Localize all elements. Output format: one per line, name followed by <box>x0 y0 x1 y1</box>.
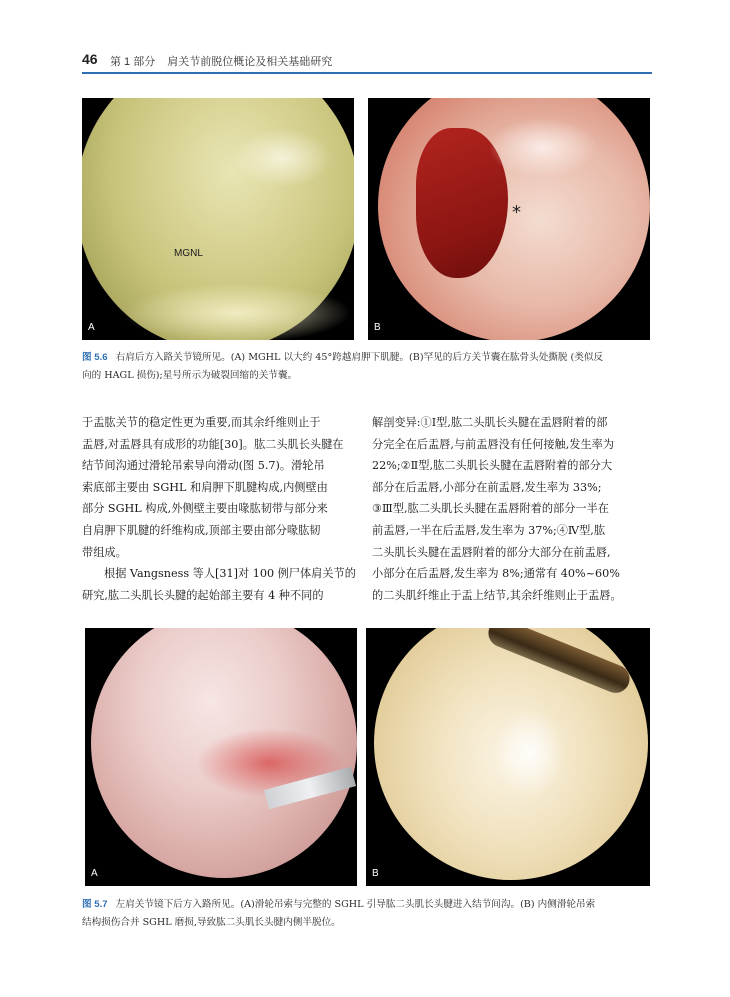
figure-5-7-panel-a <box>85 628 357 886</box>
caption-line: 结构损伤合并 SGHL 磨损,导致肱二头肌长头腱内侧半脱位。 <box>82 917 341 928</box>
part-label: 第 1 部分 <box>110 56 156 68</box>
caption-line: 向的 HAGL 损伤);星号所示为破裂回缩的关节囊。 <box>82 370 298 381</box>
text-line: 分完全在后盂唇,与前盂唇没有任何接触,发生率为 <box>372 437 615 451</box>
text-line: 于盂肱关节的稳定性更为重要,而其余纤维则止于 <box>82 416 321 429</box>
panel-label-b: B <box>372 868 379 879</box>
caption-line: 右肩后方入路关节镜所见。(A) MGHL 以大约 45°跨越肩胛下肌腱。(B)罕见的后方关节囊在肱骨头处撕脱 (类似反 <box>115 352 604 363</box>
figure-5-6-tag: 图 5.6 <box>82 352 108 363</box>
panel-label-b: B <box>374 322 381 333</box>
text-line: 部分 SGHL 构成,外侧壁主要由喙肱韧带与部分来 <box>82 502 328 516</box>
header-rule <box>82 72 652 74</box>
figure-5-7-panel-b <box>366 628 650 886</box>
text-line: 带组成。 <box>82 545 127 559</box>
figure-5-7-tag: 图 5.7 <box>82 899 108 910</box>
text-line: 小部分在后盂唇,发生率为 8%;通常有 40%~60% <box>372 567 620 581</box>
mgnl-label: MGNL <box>174 248 203 259</box>
text-line: 解剖变异:①Ⅰ型,肱二头肌长头腱在盂唇附着的部 <box>372 416 608 429</box>
running-title <box>110 53 332 69</box>
panel-label-a: A <box>91 868 98 879</box>
text-line: 根据 Vangsness 等人[31]对 100 例尸体肩关节的 <box>104 567 356 581</box>
figure-5-7-caption <box>82 896 654 932</box>
text-line: 盂唇,对盂唇具有成形的功能[30]。肱二头肌长头腱在 <box>82 437 344 451</box>
text-line: 的二头肌纤维止于盂上结节,其余纤维则止于盂唇。 <box>372 588 622 602</box>
text-line: 二头肌长头腱在盂唇附着的部分大部分在前盂唇, <box>372 545 611 559</box>
body-right-column <box>372 412 656 606</box>
page-number: 46 <box>82 51 98 67</box>
text-line: 前盂唇,一半在后盂唇,发生率为 37%;④Ⅳ型,肱 <box>372 523 606 537</box>
text-line: 自肩胛下肌腱的纤维构成,顶部主要由部分喙肱韧 <box>82 523 321 537</box>
text-line: 22%;②Ⅱ型,肱二头肌长头腱在盂唇附着的部分大 <box>372 459 613 473</box>
text-line: 结节间沟通过滑轮吊索导向滑动(图 5.7)。滑轮吊 <box>82 459 325 473</box>
text-line: 部分在后盂唇,小部分在前盂唇,发生率为 33%; <box>372 480 602 494</box>
figure-5-6-panel-b <box>368 98 650 340</box>
caption-line: 左肩关节镜下后方入路所见。(A)滑轮吊索与完整的 SGHL 引导肱二头肌长头腱进入结节间沟。(B) 内侧滑轮吊索 <box>115 899 596 910</box>
text-line: ③Ⅲ型,肱二头肌长头腱在盂唇附着的部分一半在 <box>372 502 609 516</box>
section-title: 肩关节前脱位概论及相关基础研究 <box>167 56 333 68</box>
text-line: 研究,肱二头肌长头腱的起始部主要有 4 种不同的 <box>82 588 324 602</box>
figure-5-6-caption <box>82 349 654 385</box>
figure-5-6-panel-a <box>82 98 354 340</box>
text-line: 索底部主要由 SGHL 和肩胛下肌腱构成,内侧壁由 <box>82 480 328 494</box>
panel-label-a: A <box>88 322 95 333</box>
running-header <box>82 50 652 70</box>
body-left-column <box>82 412 364 606</box>
asterisk-marker: * <box>512 202 521 223</box>
